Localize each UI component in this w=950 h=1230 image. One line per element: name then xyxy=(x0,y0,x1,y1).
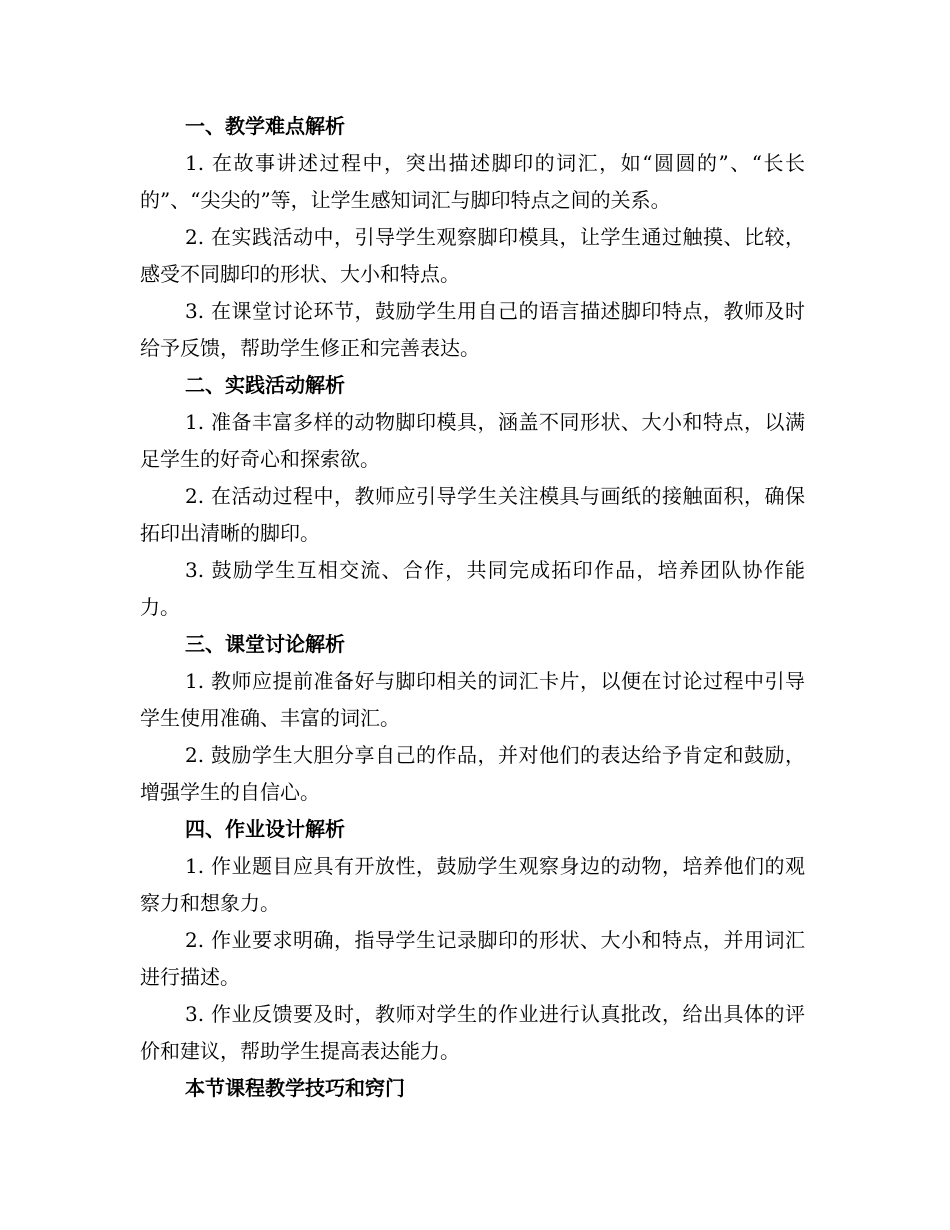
footer-heading: 本节课程教学技巧和窍门 xyxy=(185,1076,405,1100)
section-heading-difficulties: 一、教学难点解析 xyxy=(185,114,345,138)
paragraph: 3. 在课堂讨论环节，鼓励学生用自己的语言描述脚印特点，教师及时给予反馈，帮助学生修正和完善表达。 xyxy=(140,299,805,360)
document-body xyxy=(140,108,805,1107)
paragraph: 1. 在故事讲述过程中，突出描述脚印的词汇，如“圆圆的”、“长长的”、“尖尖的”等，让学生感知词汇与脚印特点之间的关系。 xyxy=(140,151,805,212)
paragraph: 2. 在活动过程中，教师应引导学生关注模具与画纸的接触面积，确保拓印出清晰的脚印。 xyxy=(140,484,805,545)
paragraph: 1. 教师应提前准备好与脚印相关的词汇卡片，以便在讨论过程中引导学生使用准确、丰富的词汇。 xyxy=(140,669,805,730)
section-heading-homework: 四、作业设计解析 xyxy=(185,817,345,841)
paragraph: 1. 作业题目应具有开放性，鼓励学生观察身边的动物，培养他们的观察力和想象力。 xyxy=(140,854,805,915)
section-heading-practice: 二、实践活动解析 xyxy=(185,373,345,397)
paragraph: 3. 鼓励学生互相交流、合作，共同完成拓印作品，培养团队协作能力。 xyxy=(140,558,805,619)
paragraph: 3. 作业反馈要及时，教师对学生的作业进行认真批改，给出具体的评价和建议，帮助学生提高表达能力。 xyxy=(140,1002,805,1063)
paragraph: 2. 鼓励学生大胆分享自己的作品，并对他们的表达给予肯定和鼓励，增强学生的自信心。 xyxy=(140,743,805,804)
paragraph: 2. 作业要求明确，指导学生记录脚印的形状、大小和特点，并用词汇进行描述。 xyxy=(140,928,805,989)
paragraph: 2. 在实践活动中，引导学生观察脚印模具，让学生通过触摸、比较，感受不同脚印的形状、大小和特点。 xyxy=(140,225,805,286)
paragraph: 1. 准备丰富多样的动物脚印模具，涵盖不同形状、大小和特点，以满足学生的好奇心和探索欲。 xyxy=(140,410,805,471)
section-heading-discussion: 三、课堂讨论解析 xyxy=(185,632,345,656)
